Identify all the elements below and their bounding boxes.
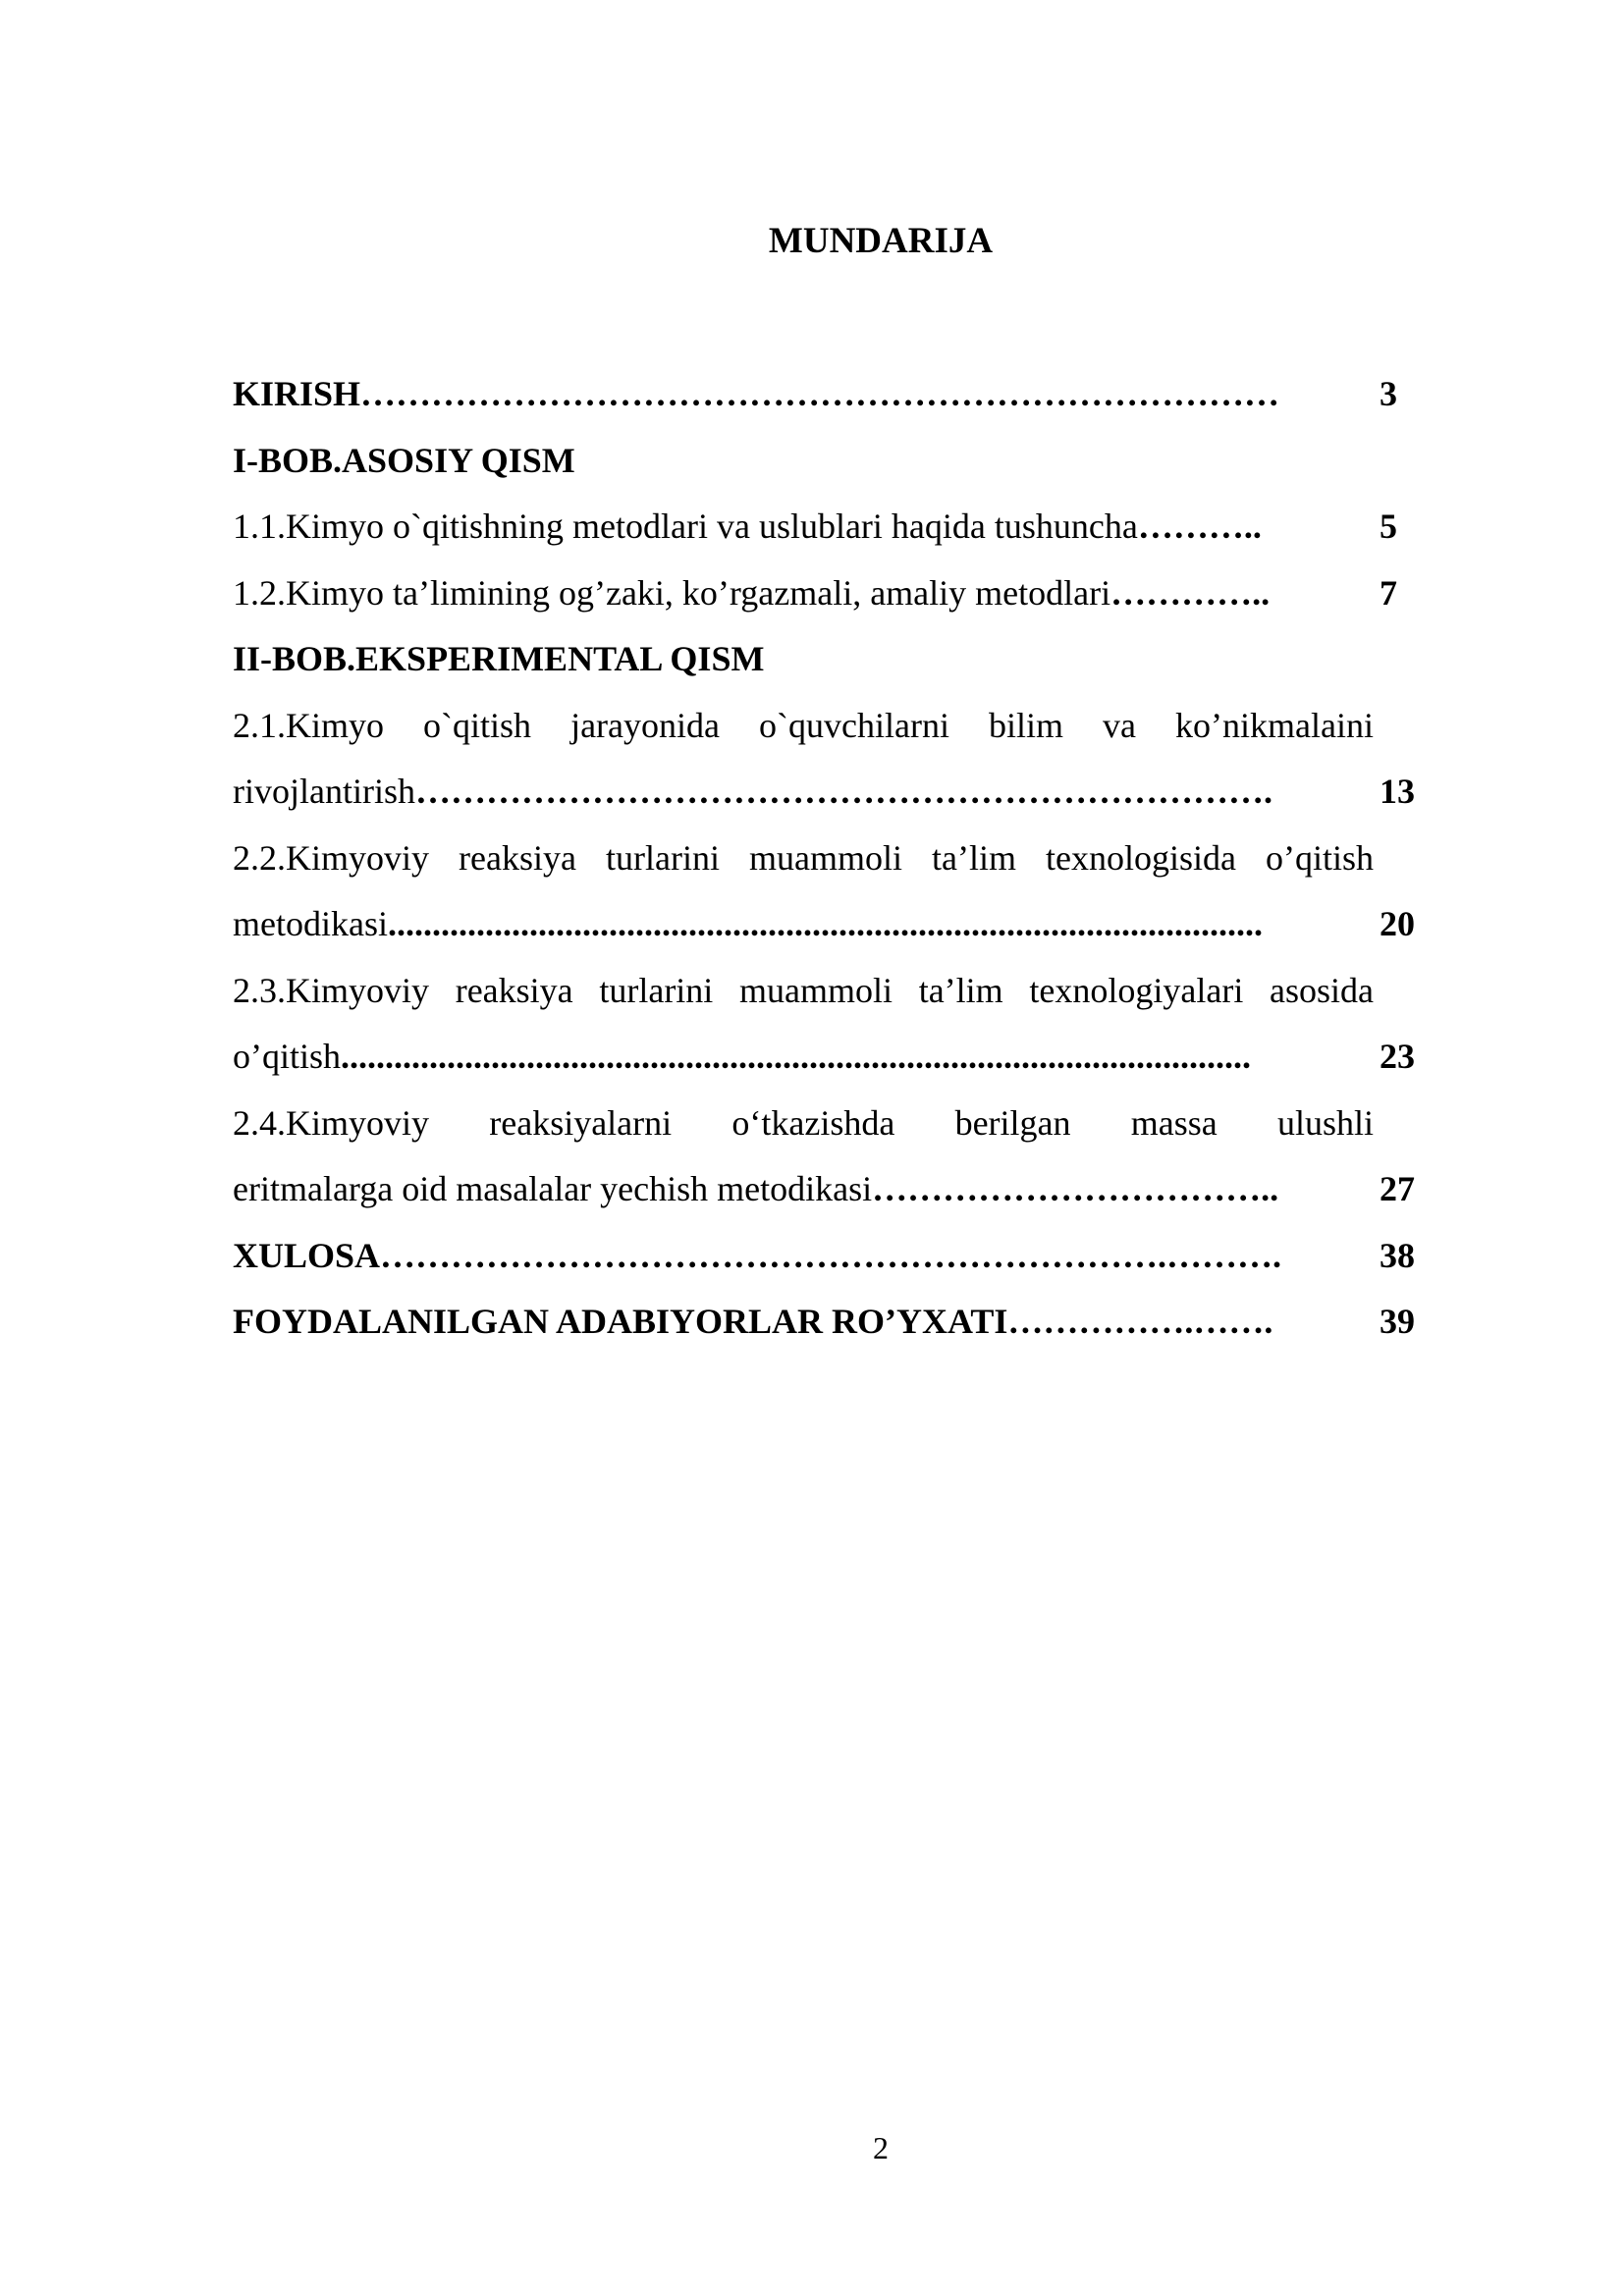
toc-entry-label: 2.3.Kimyoviy reaksiya turlarini muammoli ta’lim texnologiyalari asosida — [233, 970, 1374, 1010]
toc-page-number: 23 — [1380, 1037, 1415, 1076]
toc-entry-label: rivojlantirish………………………………………………………………. — [233, 772, 1272, 811]
toc-page-number: 20 — [1380, 904, 1415, 943]
table-of-contents — [233, 361, 1438, 1356]
toc-page-number: 27 — [1380, 1169, 1415, 1208]
toc-entry-label: 2.2.Kimyoviy reaksiya turlarini muammoli ta’lim texnologisida o’qitish — [233, 837, 1374, 878]
toc-page-number: 39 — [1380, 1302, 1415, 1341]
toc-entry-xulosa — [233, 1223, 1438, 1290]
toc-entry-label: 2.4.Kimyoviy reaksiyalarni o‘tkazishda berilgan massa ulushli — [233, 1102, 1374, 1143]
toc-entry-2-3-line-2 — [233, 1024, 1438, 1091]
toc-entry-2-2-line-1 — [233, 826, 1438, 892]
page-title: MUNDARIJA — [768, 221, 994, 261]
page-number: 2 — [873, 2130, 889, 2165]
toc-entry-2-2-line-2 — [233, 891, 1438, 958]
toc-entry-1-1 — [233, 494, 1438, 561]
toc-entry-2-4-line-2 — [233, 1156, 1438, 1223]
toc-entry-label: eritmalarga oid masalalar yechish metodikasi…………………………….. — [233, 1169, 1279, 1208]
toc-entry-label: o’qitish....................................................................................................... — [233, 1037, 1252, 1076]
toc-entry-label: XULOSA………………………………………………………….………. — [233, 1235, 1282, 1275]
toc-chapter-heading-1 — [233, 428, 1438, 495]
toc-page-number: 13 — [1380, 772, 1415, 811]
toc-page-number: 3 — [1380, 374, 1397, 413]
toc-chapter-heading-2 — [233, 626, 1438, 693]
toc-page-number: 5 — [1380, 507, 1397, 546]
toc-entry-label: I-BOB.ASOSIY QISM — [233, 440, 575, 480]
toc-entry-label: 1.2.Kimyo ta’limining og’zaki, ko’rgazmali, amaliy metodlari………….. — [233, 572, 1271, 613]
toc-entry-label: II-BOB.EKSPERIMENTAL QISM — [233, 639, 765, 678]
toc-entry-label: metodikasi................................................................................................... — [233, 904, 1263, 943]
toc-entry-label: FOYDALANILGAN ADABIYORLAR RO’YXATI…………….……. — [233, 1302, 1273, 1341]
toc-entry-2-1-line-1 — [233, 693, 1438, 760]
toc-entry-2-4-line-1 — [233, 1091, 1438, 1157]
toc-entry-label: 1.1.Kimyo o`qitishning metodlari va uslublari haqida tushuncha……….. — [233, 507, 1262, 546]
toc-entry-kirish — [233, 361, 1438, 428]
toc-page-number: 38 — [1380, 1235, 1415, 1275]
toc-entry-adabiyot — [233, 1289, 1438, 1356]
toc-entry-label: KIRISH…………………………………………………………………… — [233, 374, 1280, 413]
toc-entry-2-3-line-1 — [233, 958, 1438, 1025]
toc-entry-label: 2.1.Kimyo o`qitish jarayonida o`quvchilarni bilim va ko’nikmalaini — [233, 705, 1374, 745]
toc-entry-2-1-line-2 — [233, 759, 1438, 826]
toc-page-number: 7 — [1380, 572, 1397, 613]
toc-entry-1-2 — [233, 561, 1438, 627]
